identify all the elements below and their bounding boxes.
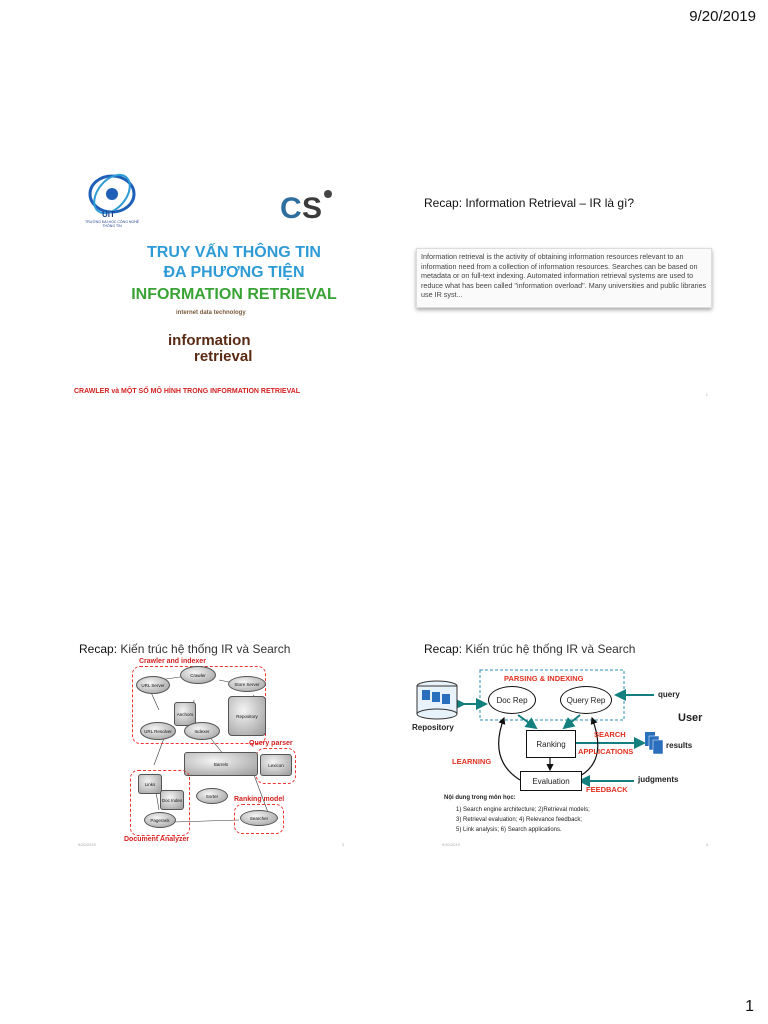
node-store-server: Store Server [228, 676, 266, 692]
repository-icon [414, 680, 460, 720]
node-repository: Repository [228, 696, 266, 736]
label-crawler-indexer: Crawler and indexer [139, 658, 206, 665]
results-label: results [666, 741, 693, 750]
svg-text:C: C [280, 192, 302, 225]
repository-label: Repository [412, 723, 454, 732]
doc-rep-node: Doc Rep [488, 686, 536, 714]
slide3-footer-num: 3 [341, 842, 344, 847]
node-lexicon: Lexicon [260, 754, 292, 776]
label-document-analyzer: Document Analyzer [124, 836, 190, 843]
node-url-resolver: URL Resolver [140, 722, 176, 740]
wordcloud-line2: retrieval [194, 348, 253, 365]
node-doc-index: Doc Index [160, 790, 184, 810]
node-links: Links [138, 774, 162, 794]
uit-sub: TRƯỜNG ĐẠI HỌC CÔNG NGHỆ THÔNG TIN [84, 220, 140, 228]
slide-3 [44, 600, 384, 855]
title-en: INFORMATION RETRIEVAL [131, 286, 337, 303]
slide3-title-rest: Kiến trúc hệ thống IR và Search [117, 642, 291, 656]
quote-box: Information retrieval is the activity of obtaining information resources relevant to an information need from a collection of information resources. Searches can be based on metadata or on full-text indexing. Automated information retrieval systems are used to reduce what has been called "information overload". Many universities and public libraries use IR syst... [416, 248, 712, 308]
query-rep-node: Query Rep [560, 686, 612, 714]
title-vn-line1: TRUY VẤN THÔNG TIN [147, 244, 321, 261]
node-indexer: Indexer [184, 722, 220, 740]
learning-label: LEARNING [452, 757, 492, 766]
node-pagerank: Pagerank [144, 812, 176, 828]
wordcloud-line1: information [168, 332, 251, 349]
parsing-indexing-label: PARSING & INDEXING [504, 674, 584, 683]
wordcloud-small: internet data technology [176, 310, 246, 316]
label-query-parser: Query parser [249, 740, 293, 747]
slide-2 [408, 150, 748, 405]
node-sorter: Sorter [196, 788, 228, 804]
word-cloud-image [164, 310, 274, 382]
course-title: Nội dung trong môn học: [444, 795, 516, 801]
slide3-footer-left: 9/20/2019 [78, 842, 96, 847]
search-label: SEARCH [594, 730, 626, 739]
title-vn-line2: ĐA PHƯƠNG TIỆN [163, 264, 305, 281]
cs-logo-icon [272, 184, 342, 228]
slide4-title-rest: Kiến trúc hệ thống IR và Search [462, 642, 636, 656]
node-crawler: Crawler [180, 666, 216, 684]
slide-4 [408, 600, 748, 855]
user-label: User [678, 712, 703, 724]
slide4-title-prefix: Recap: [424, 642, 463, 656]
svg-text:S: S [302, 192, 323, 225]
node-barrels: Barrels [184, 752, 258, 776]
node-url-server: URL Server [136, 676, 170, 694]
page-number: 1 [745, 998, 754, 1015]
slide2-title: Recap: Information Retrieval – IR là gì? [424, 196, 635, 210]
slide3-title-prefix: Recap: [79, 642, 118, 656]
ranking-node: Ranking [526, 730, 576, 758]
node-searcher: Searcher [240, 810, 278, 826]
query-label: query [658, 690, 680, 699]
course-line-3: 5) Link analysis; 6) Search applications. [456, 827, 562, 833]
feedback-label: FEEDBACK [586, 785, 628, 794]
node-anchors: Anchors [174, 702, 196, 726]
slide2-footer-num: 1 [705, 392, 708, 397]
course-line-2: 3) Retrieval evaluation; 4) Relevance feedback; [456, 817, 583, 823]
label-ranking-model: Ranking model [234, 796, 285, 803]
judgments-label: judgments [638, 775, 679, 784]
evaluation-node: Evaluation [520, 771, 582, 791]
slide4-footer-left: 9/20/2019 [442, 842, 460, 847]
results-docs-icon [644, 730, 666, 756]
uit-label: UIT [102, 210, 115, 219]
applications-label: APPLICATIONS [578, 747, 634, 756]
slide1-subtitle: CRAWLER và MỘT SỐ MÔ HÌNH TRONG INFORMATION RETRIEVAL [74, 388, 301, 395]
course-line-1: 1) Search engine architecture; 2)Retrieval models; [456, 807, 590, 813]
page-date: 9/20/2019 [689, 8, 756, 25]
slide-1 [44, 150, 384, 405]
slide4-footer-num: 4 [705, 842, 708, 847]
